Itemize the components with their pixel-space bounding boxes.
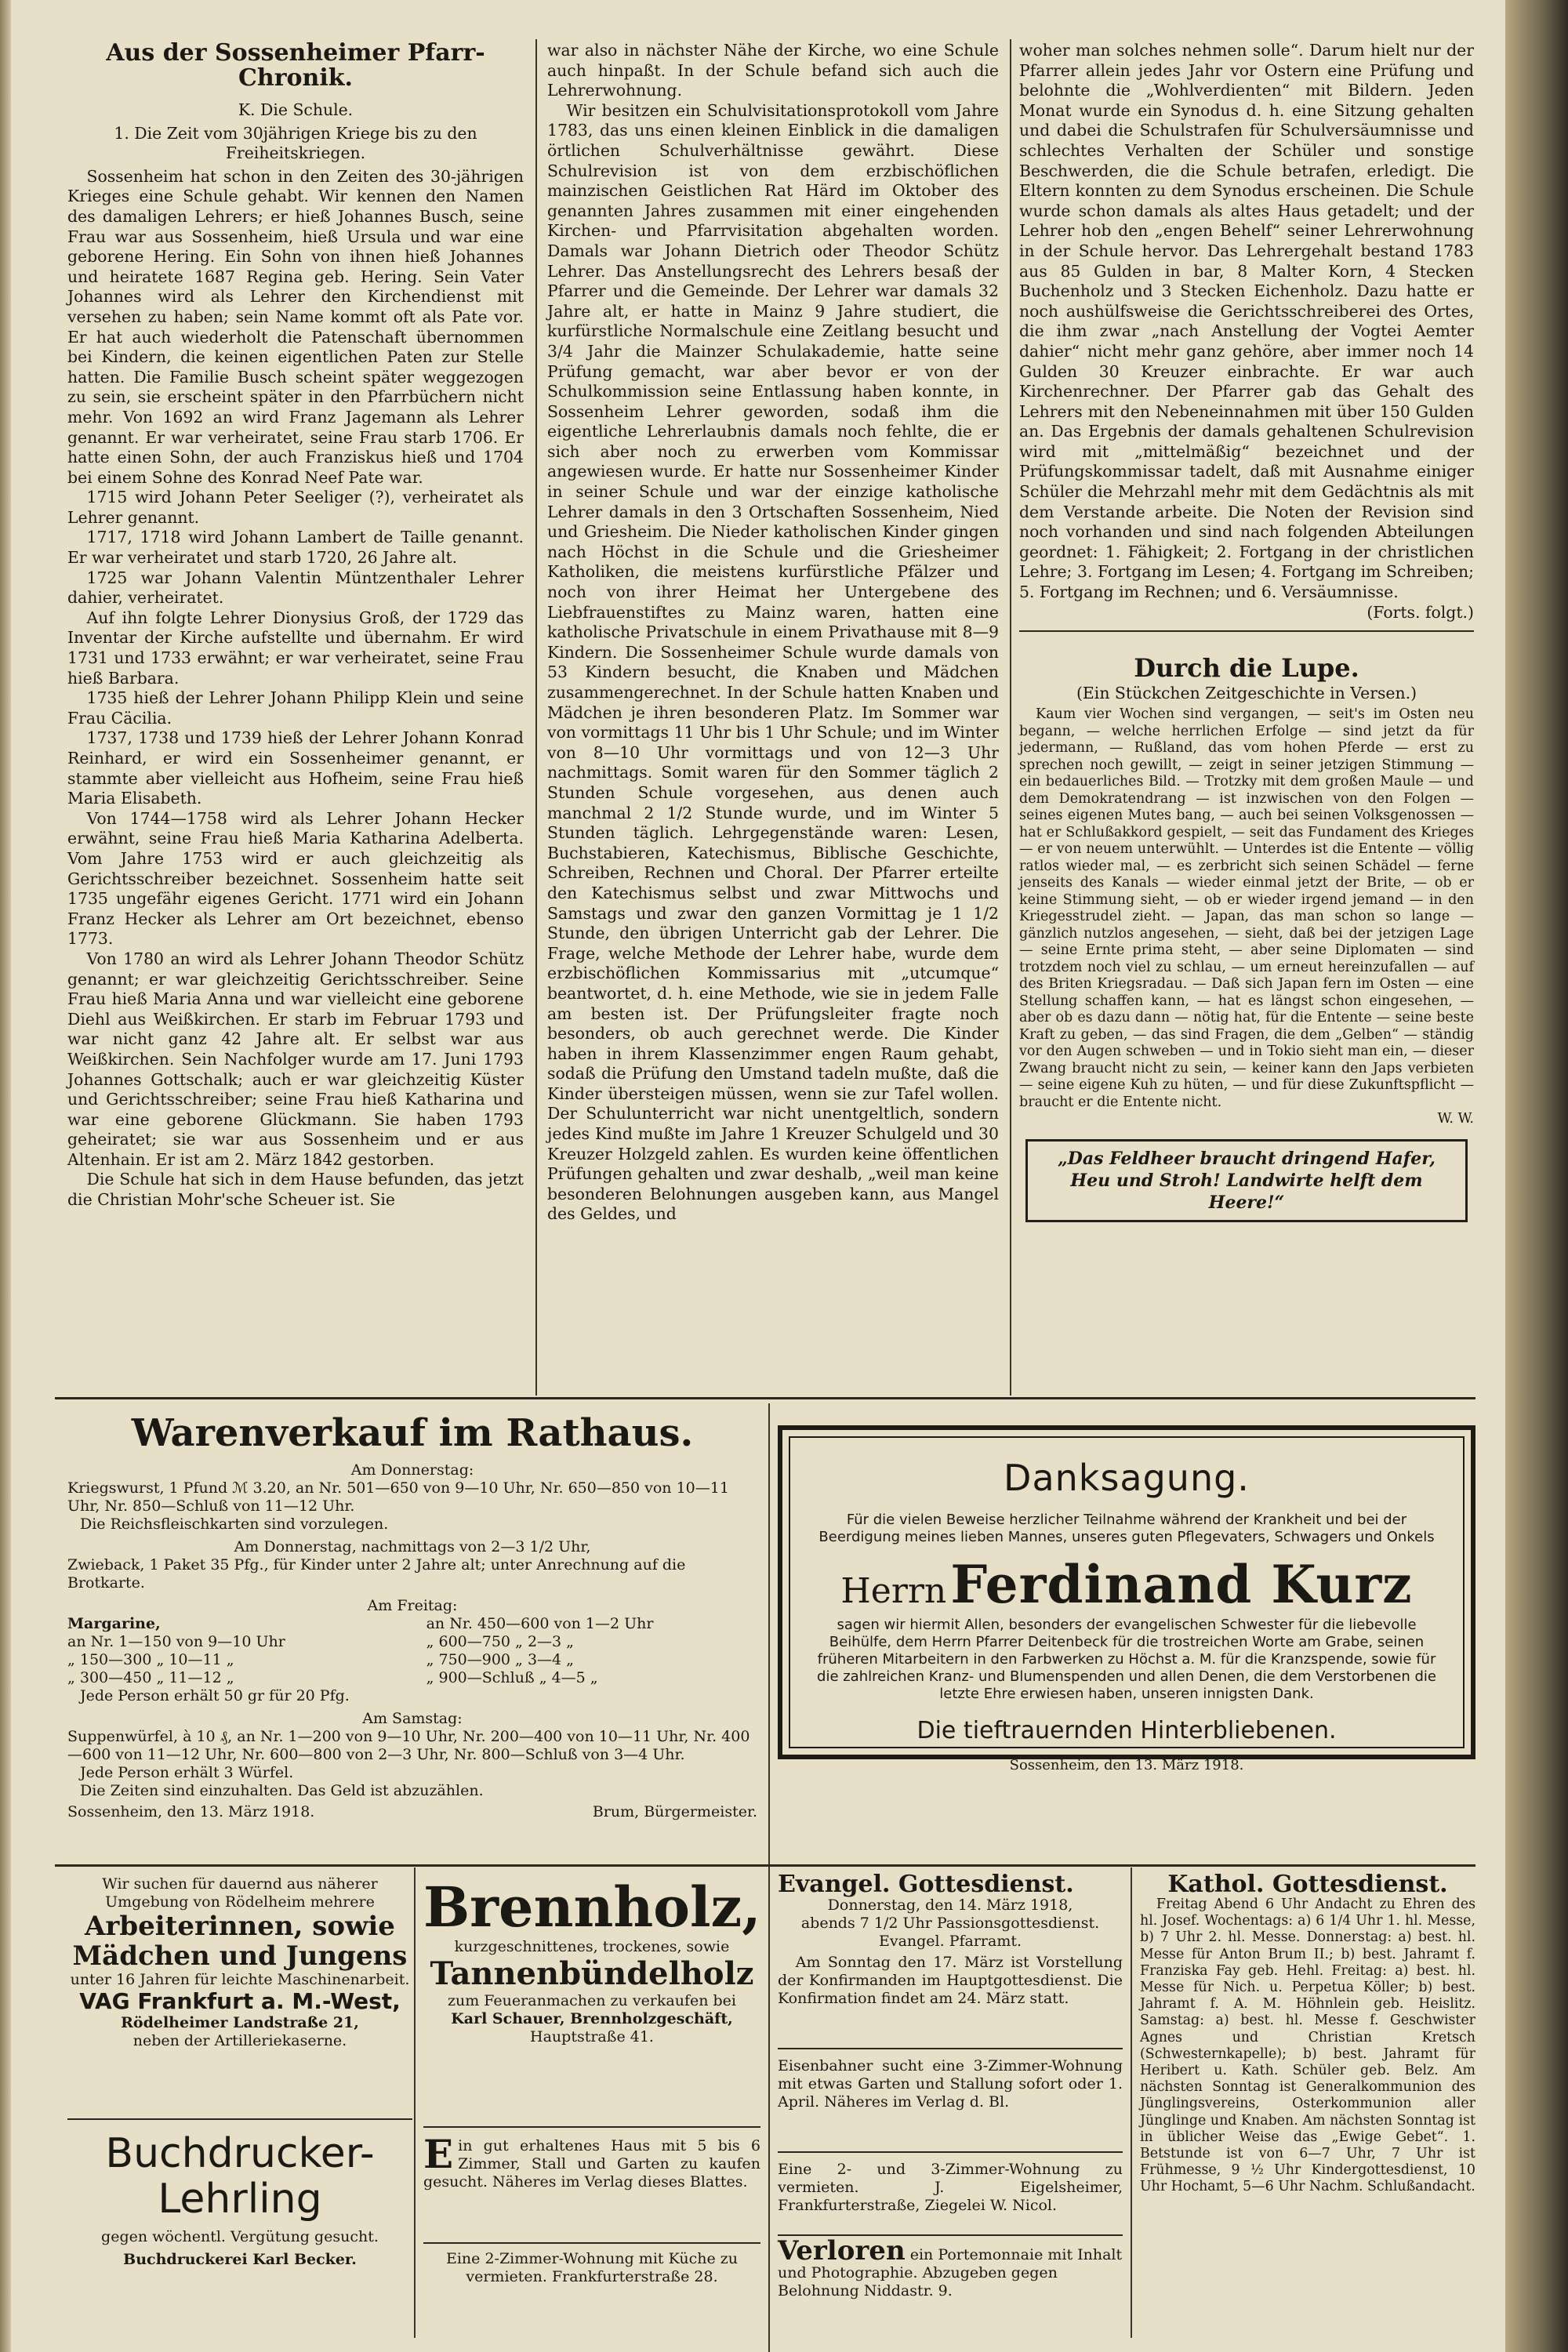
- ad-divider-horizontal: [67, 2118, 412, 2120]
- chronik-paragraph: Von 1780 an wird als Lehrer Johann Theodor Schütz genannt; er war gleichzeitig Gerichtsschreiber. Seine Frau hieß Maria Anna und war vielleicht eine geborene Diehl aus Weißkirchen. Er starb im Februar 1793 und war nicht ganz 42 Jahre alt. Er selbst war aus Weißkirchen. Sein Nachfolger wurde am 17. Juni 1793 Johannes Gottschalk; auch er war gleichzeitig Küster und Gerichtsschreiber; seine Frau hieß Katharina und war eine geborene Glückmann. Sie haben 1793 geheiratet; sie war aus Sossenheim und er aus Altenhain. Er ist am 2. März 1842 gestorben.: [67, 949, 524, 1169]
- ad-divider-horizontal: [778, 2048, 1123, 2049]
- warenverkauf-footer: [67, 1803, 757, 1821]
- wohnung-ad: [423, 2250, 760, 2286]
- margarine-row: Margarine,: [67, 1615, 161, 1632]
- warenverkauf-zwieback: Zwieback, 1 Paket 35 Pfg., für Kinder unter 2 Jahre alt; unter Anrechnung auf die Brotkarte.: [67, 1556, 686, 1592]
- warenverkauf-date: Sossenheim, den 13. März 1918.: [67, 1803, 315, 1820]
- brennholz-line1: kurzgeschnittenes, trockenes, sowie: [454, 1938, 730, 1955]
- arbeiterinnen-line2: unter 16 Jahren für leichte Maschinenarbeit.: [70, 1971, 410, 1988]
- brennholz-line2: zum Feueranmachen zu verkaufen bei: [447, 1992, 737, 2009]
- haus-text: in gut erhaltenes Haus mit 5 bis 6 Zimmer, Stall und Garten zu kaufen gesucht. Näheres im Verlag dieses Blattes.: [423, 2137, 760, 2190]
- column-divider: [535, 39, 537, 1396]
- chronik-column-3: [1019, 41, 1474, 1222]
- warenverkauf-note: Die Zeiten sind einzuhalten. Das Geld ist abzuzählen.: [80, 1782, 484, 1799]
- warenverkauf-signature: Brum, Bürgermeister.: [592, 1803, 757, 1820]
- lupe-title: Durch die Lupe.: [1134, 653, 1359, 684]
- buchdrucker-ad: [67, 2131, 412, 2269]
- margarine-row: „ 750—900 „ 3—4 „: [426, 1651, 575, 1668]
- verloren-text: ein Portemonnaie mit Inhalt und Photographie. Abzugeben gegen Belohnung Niddastr. 9.: [778, 2246, 1123, 2299]
- haus-dropcap: E: [423, 2131, 454, 2177]
- margarine-row: „ 600—750 „ 2—3 „: [426, 1633, 575, 1650]
- chronik-section: K. Die Schule.: [238, 100, 354, 119]
- danksagung-herrn: Herrn: [840, 1571, 947, 1611]
- danksagung-title: Danksagung.: [1004, 1457, 1250, 1499]
- chronik-paragraph: Von 1744—1758 wird als Lehrer Johann Hecker erwähnt, seine Frau hieß Maria Katharina Adelberta. Vom Jahre 1753 wird er auch gleichzeitig als Gerichtsschreiber bezeichnet. Sossenheim hatte seit 1735 ungefähr eigenes Gericht. 1771 wird ein Johann Franz Hecker als Lehrer am Ort bezeichnet, ebenso 1773.: [67, 808, 524, 949]
- danksagung-inner: [789, 1436, 1465, 1773]
- continued-note: (Forts. folgt.): [1367, 602, 1474, 622]
- arbeiterinnen-address: Rödelheimer Landstraße 21,: [121, 2014, 359, 2031]
- evang-line: abends 7 1/2 Uhr Passionsgottesdienst.: [800, 1915, 1100, 1932]
- warenverkauf-suppen: Suppenwürfel, à 10 ₰, an Nr. 1—200 von 9—10 Uhr, Nr. 200—400 von 10—11 Uhr, Nr. 400—600 von 11—12 Uhr, Nr. 600—800 von 2—3 Uhr, Nr. 800—Schluß von 3—4 Uhr.: [67, 1728, 750, 1763]
- margarine-left: [67, 1615, 398, 1687]
- warenverkauf-note: Die Reichsfleischkarten sind vorzulegen.: [80, 1515, 389, 1533]
- margarine-row: „ 150—300 „ 10—11 „: [67, 1651, 234, 1668]
- chronik-paragraph: Auf ihn folgte Lehrer Dionysius Groß, der 1729 das Inventar der Kirche aufstellte und übernahm. Er wird 1731 und 1733 erwähnt; er war verheiratet, seine Frau hieß Barbara.: [67, 608, 524, 688]
- verloren-title: Verloren: [778, 2235, 906, 2267]
- margarine-row: an Nr. 450—600 von 1—2 Uhr: [426, 1615, 654, 1632]
- section-divider: [1019, 630, 1474, 632]
- brennholz-title: Brennholz,: [423, 1875, 761, 1940]
- danksagung-ad: [778, 1425, 1475, 1773]
- margarine-row: an Nr. 1—150 von 9—10 Uhr: [67, 1633, 285, 1650]
- brennholz-big: Tannenbündelholz: [430, 1955, 754, 1992]
- eisenbahner-ad: [778, 2057, 1123, 2111]
- page-edge: [0, 0, 11, 2352]
- ad-divider: [768, 1403, 770, 2352]
- ad-divider: [414, 1867, 416, 2338]
- evang-line: Evangel. Pfarramt.: [878, 1933, 1022, 1950]
- ad-divider-horizontal: [778, 2151, 1123, 2153]
- kathol-gottesdienst-ad: [1140, 1871, 1475, 2196]
- warenverkauf-kriegswurst: Kriegswurst, 1 Pfund ℳ 3.20, an Nr. 501—650 von 9—10 Uhr, Nr. 650—850 von 10—11 Uhr, Nr. 850—Schluß von 11—12 Uhr.: [67, 1479, 729, 1515]
- chronik-paragraph: 1715 wird Johann Peter Seeliger (?), verheiratet als Lehrer genannt.: [67, 488, 524, 527]
- wohnung-ad: [778, 2161, 1123, 2215]
- chronik-paragraph: Wir besitzen ein Schulvisitationsprotokoll vom Jahre 1783, das uns einen kleinen Einblick in die damaligen örtlichen Schulverhältnisse gewährt. Diese Schulrevision ist von dem erzbischöflichen mainzischen Geistlichen Rat Härd im Oktober des genannten Jahres zusammen mit einer eingehenden Kirchen- und Pfarrvisitation abgehalten worden. Damals war Johann Dietrich oder Theodor Schütz Lehrer. Das Anstellungsrecht des Lehrers besaß der Pfarrer und die Gemeinde. Der Lehrer war damals 32 Jahre alt, er hatte in Mainz 9 Jahre studiert, die kurfürstliche Normalschule eine Zeitlang besucht und 3/4 Jahr die Mainzer Schulakademie, hatte seine Prüfung gemacht, war aber bevor er von der Schulkommission seine Entlassung haben konnte, in Sossenheim Lehrer geworden, sodaß ihm die eigentliche Lehrerlaubnis damals noch fehlte, die er sich aber noch zu erwerben vom Kommissar angewiesen wurde. Er hatte nur Sossenheimer Kinder in seiner Schule und war der einzige katholische Lehrer damals in den 3 Ortschaften Sossenheim, Nied und Griesheim. Die Nieder katholischen Kinder gingen nach Höchst in die Schule und die Griesheimer Katholiken, die meistens kurfürstliche Pfälzer und noch von ihrer Heimat her Untergebene des Liebfrauenstiftes zu Mainz waren, hatten eine katholische Privatschule in einem Privathause mit 8—9 Kindern. Die Sossenheimer Schule wurde damals von 53 Kindern besucht, die Knaben und Mädchen zusammengerechnet. In der Schule hatten Knaben und Mädchen je ihren besonderen Platz. Im Sommer war von vormittags 11 Uhr bis 1 Uhr Schule; und im Winter von 8—10 Uhr vormittags und von 12—3 Uhr nachmittags. Somit waren für den Sommer täglich 2 Stunden Schule vorgesehen, aus denen auch manchmal 2 1/2 Stunde wurde, und im Winter 5 Stunden täglich. Lehrgegenstände waren: Lesen, Buchstabieren, Katechismus, Biblische Geschichte, Schreiben, Rechnen und Choral. Der Pfarrer erteilte den Katechismus selbst und zwar Mittwochs und Samstags und zwar den ganzen Vormittag je 1 1/2 Stunde, den übrigen Unterricht gab der Lehrer. Die Frage, welche Methode der Lehrer habe, wurde dem erzbischöflichen Kommissarius mit „utcumque“ beantwortet, d. h. eine Methode, wie sie in jedem Falle am besten ist. Der Prüfungsleiter fragte noch besonders, ob auch gerechnet werde. Die Kinder haben in ihrem Klassenzimmer engen Raum gehabt, sodaß die Prüfung den Umstand tadeln mußte, daß die Kinder übersteigen müssen, wenn sie zur Tafel wollen. Der Schulunterricht war nicht unentgeltlich, sondern jedes Kind mußte im Jahre 1 Kreuzer Schulgeld und 30 Kreuzer Holzgeld zahlen. Es wurden keine öffentlichen Prüfungen gehalten und zwar deshalb, „weil man keine besonderen Belohnungen ausgeben kann, aus Mangel des Geldes, und: [547, 100, 999, 1224]
- ad-divider-horizontal: [423, 2242, 760, 2244]
- margarine-row: „ 300—450 „ 11—12 „: [67, 1669, 234, 1686]
- chronik-paragraph: Sossenheim hat schon in den Zeiten des 30-jährigen Krieges eine Schule gehabt. Wir kennen den Namen des damaligen Lehrers; er hieß Johannes Busch, seine Frau war aus Sossenheim, hieß Ursula und war eine geborene Hering. Ein Sohn von ihnen hieß Johannes und heiratete 1687 Regina geb. Hering. Sein Vater Johannes wird als Lehrer den Kirchendienst mit versehen zu haben; sein Name kommt oft als Pate vor. Er hat auch wiederholt die Patenschaft übernommen bei Kindern, die keinen eigentlichen Paten zur Stelle hatten. Die Familie Busch scheint später weggezogen zu sein, sie erscheint später in den Pfarrbüchern nicht mehr. Von 1692 an wird Franz Jagemann als Lehrer genannt. Er war verheiratet, seine Frau starb 1706. Er hatte einen Sohn, der auch Franziskus hieß und 1704 bei einem Sohne des Konrad Neef Pate war.: [67, 166, 524, 487]
- warenverkauf-title: Warenverkauf im Rathaus.: [131, 1411, 694, 1455]
- margarine-row: „ 900—Schluß „ 4—5 „: [426, 1669, 598, 1686]
- lupe-poem: Kaum vier Wochen sind vergangen, — seit's im Osten neu begann, — welche herrlichen Erfolge — sind jetzt da für jedermann, — Rußland, das vom hohen Pferde — erst zu sprechen noch gewillt, — zeigt in seiner jetzigen Stimmung — ein bedauerliches Bild. — Trotzky mit dem großen Maule — und dem Demokratendrang — ist inzwischen von den Folgen — seines eigenen Mutes bang, — auch bei seinen Volksgenossen — hat er Schlußakkord gespielt, — seit das Fundament des Krieges — er von neuem unterwühlt. — Unterdes ist die Entente — völlig ratlos wieder mal, — es zerbricht sich seinen Schädel — ferne jenseits des Kanals — wieder einmal jetzt der Brite, — ob er keine Stimmung sieht, — ob er wieder irgend jemand — in den Kriegesstrudel zieht. — Japan, das man schon so lange — gänzlich nutzlos angesehen, — sieht, daß bei der jetzigen Lage — seine Ernte prima steht, — aber seine Diplomaten — sind trotzdem noch viel zu schlau, — um erneut hereinzufallen — auf des Briten Kriegsradau. — Daß sich Japan fern im Osten — eine Stellung schaffen kann, — hat es längst schon eingesehen, — aber ob es dazu dann — nötig hat, für die Entente — seine beste Kraft zu geben, — das sind Fragen, die dem „Gelben“ — ständig vor den Augen schweben — und in Tokio sieht man ein, — dieser Zwang braucht nicht zu sein, — keiner kann den Japs verbieten — seine eigene Kuh zu hüten, — und für diese Zukunftspflicht — braucht er die Entente nicht.: [1019, 706, 1474, 1110]
- buchdrucker-company: Buchdruckerei Karl Becker.: [123, 2251, 357, 2268]
- chronik-paragraph: 1725 war Johann Valentin Müntzenthaler Lehrer dahier, verheiratet.: [67, 568, 524, 608]
- chronik-column-1: [67, 41, 524, 1210]
- warenverkauf-day: Am Donnerstag:: [350, 1461, 474, 1479]
- danksagung-name-line: [790, 1554, 1463, 1615]
- kathol-title: Kathol. Gottesdienst.: [1167, 1871, 1448, 1898]
- danksagung-name: Ferdinand Kurz: [950, 1554, 1413, 1615]
- evang-gottesdienst-ad: [778, 1871, 1123, 2008]
- eisenbahner-text: Eisenbahner sucht eine 3-Zimmer-Wohnung mit etwas Garten und Stallung sofort oder 1. April. Näheres im Verlag d. Bl.: [778, 2057, 1123, 2111]
- haus-ad: [423, 2131, 760, 2191]
- chronik-paragraph: 1735 hieß der Lehrer Johann Philipp Klein und seine Frau Cäcilia.: [67, 688, 524, 728]
- ad-divider: [1131, 1867, 1132, 2338]
- chronik-title: Aus der Sossenheimer Pfarr-Chronik.: [106, 39, 485, 92]
- lupe-signature: W. W.: [1437, 1111, 1474, 1127]
- warenverkauf-ad: [67, 1411, 757, 1821]
- column-divider: [1010, 39, 1011, 1396]
- buchdrucker-line: gegen wöchentl. Vergütung gesucht.: [101, 2228, 379, 2245]
- brennholz-address: Hauptstraße 41.: [530, 2028, 654, 2045]
- arbeiterinnen-near: neben der Artilleriekaserne.: [132, 2032, 347, 2049]
- arbeiterinnen-big1: Arbeiterinnen, sowie: [85, 1911, 395, 1942]
- arbeiterinnen-line1: Wir suchen für dauernd aus näherer Umgebung von Rödelheim mehrere: [102, 1875, 378, 1911]
- warenverkauf-note: Jede Person erhält 50 gr für 20 Pfg.: [80, 1687, 350, 1704]
- lupe-subtitle: (Ein Stückchen Zeitgeschichte in Versen.): [1076, 683, 1417, 702]
- danksagung-intro: Für die vielen Beweise herzlicher Teilnahme während der Krankheit und bei der Beerdigung meines lieben Mannes, unseres guten Pflegevaters, Schwagers und Onkels: [818, 1512, 1435, 1545]
- chronik-paragraph: Die Schule hat sich in dem Hause befunden, das jetzt die Christian Mohr'sche Scheuer ist. Sie: [67, 1170, 524, 1210]
- warenverkauf-day: Am Donnerstag, nachmittags von 2—3 1/2 Uhr,: [234, 1538, 591, 1555]
- chronik-paragraph: woher man solches nehmen solle“. Darum hielt nur der Pfarrer allein jedes Jahr vor Ostern eine Prüfung und belohnte die „Wohlverdienten“ mit Bildern. Jeden Monat wurde ein Synodus d. h. eine Sitzung gehalten und dabei die Schulstrafen für Schulversäumnisse und schlechtes Verhalten der Schüler und sonstige Beschwerden, die die Schule betrafen, erledigt. Die Eltern konnten zu dem Synodus erscheinen. Die Schule wurde schon damals als altes Haus getadelt; und der Lehrer hob den „engen Behelf“ seiner Lehrerwohnung in der Schule hervor. Das Lehrergehalt bestand 1783 aus 85 Gulden in bar, 8 Malter Korn, 4 Stecken Buchenholz und 3 Stecken Eichenholz. Dazu hatte er noch aushülfsweise die Gerichtsschreiberei des Ortes, die ihm zwar „nach Anstellung der Vogtei Aemter dahier“ nicht mehr ganz gehöre, aber immer noch 14 Gulden 30 Kreuzer einbrachte. Er war auch Kirchenrechner. Der Pfarrer gab das Gehalt des Lehrers mit den Nebeneinnahmen mit über 150 Gulden an. Das Ergebnis der damals gehaltenen Schulrevision wird mit „mittelmäßig“ bezeichnet und der Prüfungskommissar tadelt, daß mit Ausnahme einiger Schüler die Mehrzahl mehr mit dem Gedächtnis als mit dem Verstande arbeite. Die Noten der Revision sind noch vorhanden und sind nach folgenden Abteilungen geordnet: 1. Fähigkeit; 2. Fortgang in der christlichen Lehre; 3. Fortgang im Lesen; 4. Fortgang im Schreiben; 5. Fortgang im Rechnen; und 6. Versäumnisse.: [1019, 41, 1474, 602]
- arbeiterinnen-company: VAG Frankfurt a. M.-West,: [79, 1988, 401, 2014]
- danksagung-thanks: sagen wir hiermit Allen, besonders der evangelischen Schwester für die liebevolle Beihülfe, dem Herrn Pfarrer Deitenbeck für die trostreichen Worte am Grabe, seinen früheren Mitarbeitern in den Farbwerken zu Höchst a. M. für die Kranzspende, sowie für die zahlreichen Kranz- und Blumenspenden und allen Denen, die dem Verstorbenen die letzte Ehre erwiesen haben, unseren innigsten Dank.: [817, 1617, 1436, 1702]
- arbeiterinnen-ad: [67, 1875, 412, 2050]
- buchdrucker-title: Buchdrucker-Lehrling: [105, 2130, 375, 2223]
- brennholz-ad: [423, 1877, 760, 2046]
- wohnung-text: Eine 2- und 3-Zimmer-Wohnung zu vermieten. J. Eigelsheimer, Frankfurterstraße, Ziegelei W. Nicol.: [778, 2161, 1123, 2214]
- warenverkauf-day: Am Samstag:: [362, 1710, 463, 1727]
- arbeiterinnen-big2: Mädchen und Jungens: [72, 1940, 408, 1972]
- wohnung-text: Eine 2-Zimmer-Wohnung mit Küche zu vermieten. Frankfurterstraße 28.: [445, 2250, 738, 2285]
- chronik-column-2: [547, 41, 999, 1225]
- chronik-paragraph: 1737, 1738 und 1739 hieß der Lehrer Johann Konrad Reinhard, er wird ein Sossenheimer genannt, er stammte aber vielleicht aus Hofheim, seine Frau hieß Maria Elisabeth.: [67, 728, 524, 808]
- verloren-ad: [778, 2235, 1123, 2300]
- kathol-text: Freitag Abend 6 Uhr Andacht zu Ehren des hl. Josef. Wochentags: a) 6 1/4 Uhr 1. hl. Messe, b) 7 Uhr 2. hl. Messe. Donnerstag: a) best. hl. Messe für Anton Brum II.; b) best. Jahramt f. Franziska Fay geb. Hehl. Freitag: a) best. hl. Messe für Nich. u. Perpetua Köller; b) best. Jahramt f. A. M. Höhnlein geb. Heislitz. Samstag: a) best. hl. Messe f. Geschwister Agnes und Christian Kretsch (Schwesternkapelle); b) best. Jahramt für Heribert u. Kath. Schüler geb. Belz. Am nächsten Sonntag ist Generalkommunion des Jünglingsvereins, Osterkommunion aller Jünglinge und Knaben. Am nächsten Sonntag ist in üblicher Weise das „Ewige Gebet“. 1. Betstunde ist von 6—7 Uhr, 7 Uhr ist Frühmesse, 9 ½ Uhr Kindergottesdienst, 10 Uhr Hochamt, 5—6 Uhr Nachm. Schlußandacht.: [1140, 1896, 1475, 2195]
- chronik-paragraph: 1717, 1718 wird Johann Lambert de Taille genannt. Er war verheiratet und starb 1720, 26 Jahre alt.: [67, 528, 524, 568]
- danksagung-signature: Die tieftrauernden Hinterbliebenen.: [916, 1717, 1337, 1744]
- evang-title: Evangel. Gottesdienst.: [778, 1871, 1074, 1898]
- brennholz-name: Karl Schauer, Brennholzgeschäft,: [451, 2010, 733, 2027]
- ad-divider-horizontal: [423, 2126, 760, 2128]
- danksagung-date: Sossenheim, den 13. März 1918.: [1009, 1757, 1244, 1773]
- evang-text: Am Sonntag den 17. März ist Vorstellung der Konfirmanden im Hauptgottesdienst. Die Konfirmation findet am 24. März statt.: [778, 1954, 1123, 2007]
- feldheer-box: „Das Feldheer braucht dringend Hafer, Heu und Stroh! Landwirte helft dem Heere!“: [1025, 1139, 1468, 1222]
- warenverkauf-day: Am Freitag:: [367, 1597, 458, 1614]
- warenverkauf-note: Jede Person erhält 3 Würfel.: [80, 1764, 294, 1781]
- chronik-paragraph: war also in nächster Nähe der Kirche, wo eine Schule auch hinpaßt. In der Schule befand sich auch die Lehrerwohnung.: [547, 41, 999, 100]
- margarine-right: [426, 1615, 757, 1687]
- evang-line: Donnerstag, den 14. März 1918,: [827, 1896, 1073, 1914]
- ad-divider-horizontal: [55, 1864, 1475, 1867]
- chronik-subsection: 1. Die Zeit vom 30jährigen Kriege bis zu den Freiheitskriegen.: [114, 123, 477, 163]
- margarine-table: [67, 1615, 757, 1687]
- page-divider: [55, 1397, 1475, 1399]
